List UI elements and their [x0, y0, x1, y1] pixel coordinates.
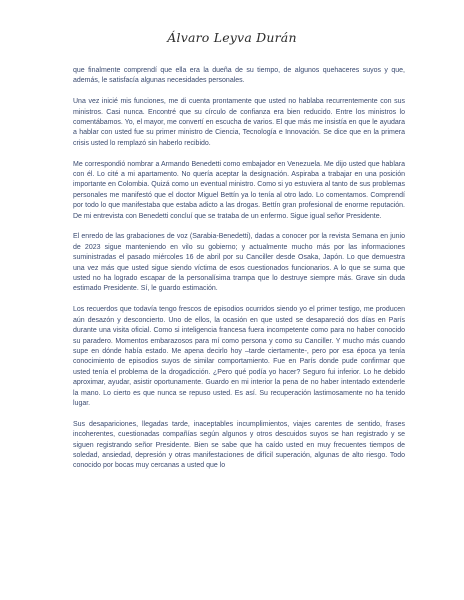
letter-body [73, 66, 405, 482]
paragraph-5: Los recuerdos que todavía tengo frescos de episodios ocurridos siendo yo el primer testigo, me producen aún desazón y desconcierto. Uno de ellos, la ocasión en que usted se desapareció dos días en París durante una visita oficial. Como si inteligencia francesa fuera incompetente como para no haber conocido su paradero. Momentos embarazosos para mí como persona y como su Canciller. Y mucho más cuando supe en dónde había estado. Me apena decirlo hoy –tarde ciertamente-, pero por esa época ya tenía conocimiento de episodios suyos de similar comportamiento. Fue en París donde pude confirmar que usted tenía el problema de la drogadicción. ¿Pero qué podía yo hacer? Seguro fui inferior. Lo he debido aproximar, ayudar, asistir oportunamente. Guardo en mi interior la pena de no haber intentado extenderle la mano. Lo cierto es que nunca se repuso usted. Es así. Su recuperación lastimosamente no ha tenido lugar. [73, 306, 405, 407]
paragraph-6: Sus desapariciones, llegadas tarde, inaceptables incumplimientos, viajes carentes de sentido, frases incoherentes, cuestionadas compañías según algunos y otros descuidos suyos se han registrado y se siguen registrando señor Presidente. Bien se sabe que ha caído usted en muy frecuentes tiempos de soledad, ansiedad, depresión y otras manifestaciones de difícil superación, algunas de alto riesgo. Todo conocido por bocas muy cercanas a usted que lo [73, 420, 405, 470]
paragraph-4: El enredo de las grabaciones de voz (Sarabia-Benedetti), dadas a conocer por la revista Semana en junio de 2023 sigue manteniendo en vilo su gobierno; y actualmente mucho más por las informaciones suministradas el pasado miércoles 16 de abril por su Canciller desde Osaka, Japón. Lo que demuestra una vez más que usted sigue siendo víctima de esos cuestionados funcionarios. A lo que se suma que usted no ha logrado escapar de la personalísima trampa que lo destruye siempre más. Grave sin duda estimado Presidente. Sí, le guardo estimación. [73, 233, 405, 293]
author-signature-header: Álvaro Leyva Durán [167, 30, 297, 45]
paragraph-1: que finalmente comprendí que ella era la dueña de su tiempo, de algunos quehaceres suyos y que, además, le satisfacía algunas necesidades personales. [73, 67, 405, 85]
paragraph-3: Me correspondió nombrar a Armando Benedetti como embajador en Venezuela. Me dijo usted que hablara con él. Lo cité a mi apartamento. No quería aceptar la designación. Aspiraba a trabajar en una posición importante en Colombia. Quizá como un eventual ministro. Como si yo estuviera al tanto de sus problemas personales me manifestó que el doctor Miguel Bettín ya lo tenía al otro lado. Lo comentamos. Comprendí por todo lo que manifestaba que estaba adicto a las drogas. Bettín gran profesional de enorme reputación. De mi entrevista con Benedetti concluí que se trataba de un enfermo. Sigue igual señor Presidente. [73, 160, 405, 220]
paragraph-2: Una vez inicié mis funciones, me di cuenta prontamente que usted no hablaba recurrentemente con sus ministros. Casi nunca. Encontré que su círculo de confianza era bien reducido. Entre los ministros lo comentábamos. Yo, el mayor, me convertí en escucha de varios. El que más me insistía en que le ayudara a hablar con usted fue su primer ministro de Ciencia, Tecnología e Innovación. Se dice que en la primera crisis usted lo remplazó sin haberlo recibido. [73, 98, 405, 147]
